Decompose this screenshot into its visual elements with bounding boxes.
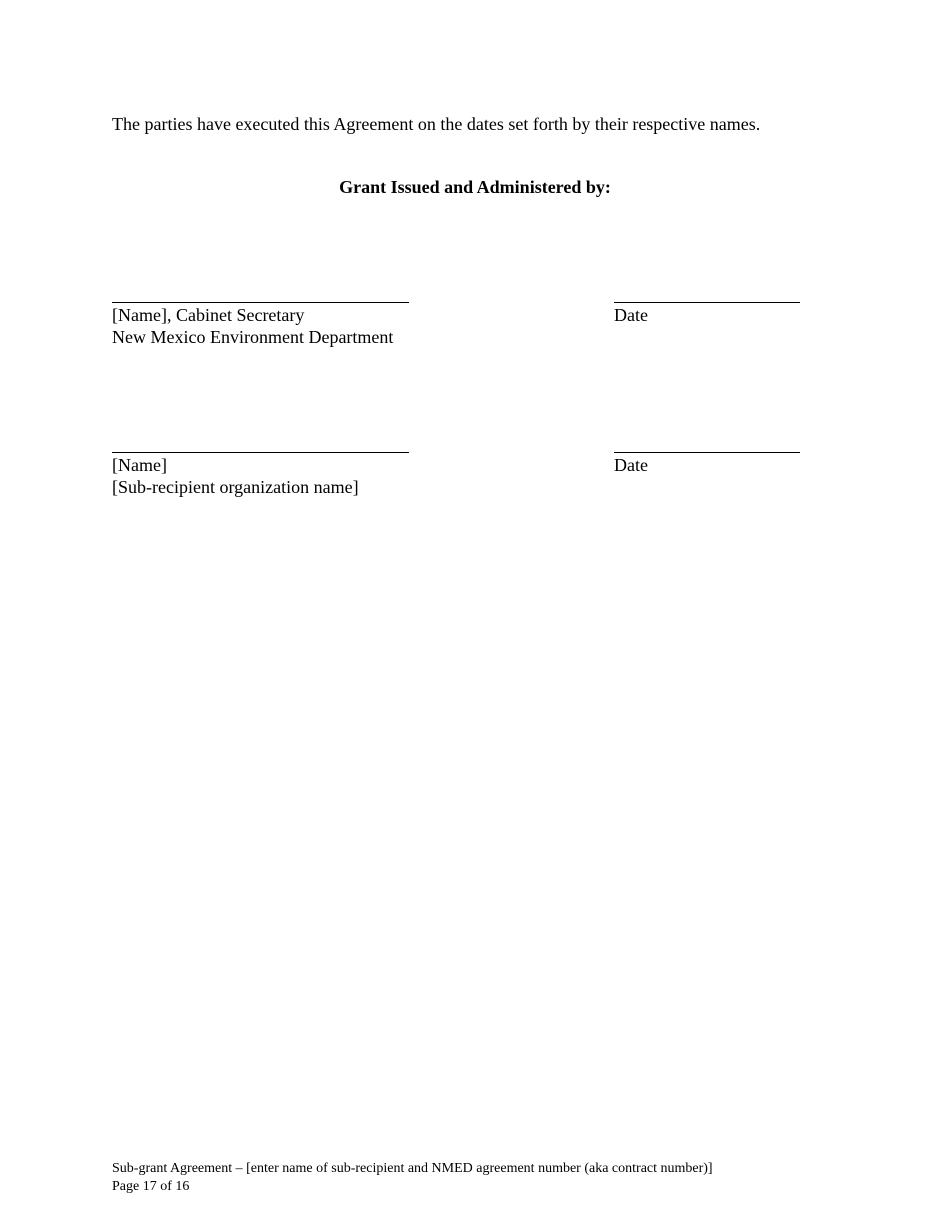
signature-line-secretary [112, 302, 409, 303]
date-line-secretary [614, 302, 800, 303]
signer-org-secretary: New Mexico Environment Department [112, 327, 394, 347]
signer-name-secretary: [Name], Cabinet Secretary [112, 305, 305, 325]
section-heading: Grant Issued and Administered by: [339, 177, 611, 197]
signer-org-subrecipient: [Sub-recipient organization name] [112, 477, 359, 497]
page-footer [112, 1160, 713, 1196]
date-label-secretary: Date [614, 305, 648, 325]
date-label-subrecipient: Date [614, 455, 648, 475]
execution-statement: The parties have executed this Agreement on the dates set forth by their respective names. [112, 114, 761, 134]
signer-name-subrecipient: [Name] [112, 455, 167, 475]
signature-line-subrecipient [112, 452, 409, 453]
footer-page-number: Page 17 of 16 [112, 1179, 190, 1194]
date-line-subrecipient [614, 452, 800, 453]
footer-agreement-title: Sub-grant Agreement – [enter name of sub-recipient and NMED agreement number (aka contract number)] [112, 1161, 713, 1176]
